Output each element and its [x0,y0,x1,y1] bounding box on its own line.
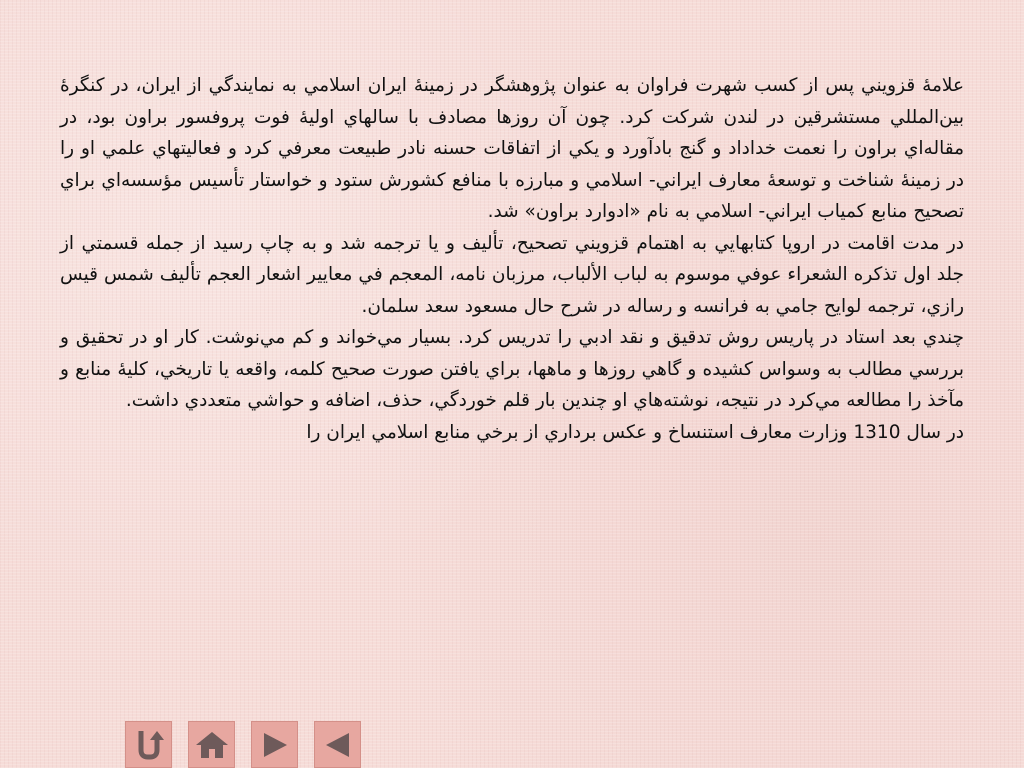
return-icon [132,728,166,762]
paragraph-3: چندي بعد استاد در پاريس روش تدقيق و نقد ادبي را تدريس کرد. بسيار مي‌خواند و کم مي‌نوشت. کار او در تحقيق و بررسي مطالب به وسواس کشيده و گاهي روزها و ماهها، براي يافتن صورت صحيح کلمه، واقعه يا تاريخي، کليهٔ منابع و مآخذ را مطالعه مي‌کرد در نتيجه، نوشته‌هاي او چندين بار قلم خوردگي، حذف، اضافه و حواشي متعددي داشت. [60,327,964,411]
next-button[interactable] [251,721,298,768]
paragraph-4: در سال 1310 وزارت معارف استنساخ و عکس برداري از برخي منابع اسلامي ايران را [306,421,964,443]
paragraph-1: علامهٔ قزويني پس از کسب شهرت فراوان به عنوان پژوهشگر در زمينهٔ ايران اسلامي به نمايندگي از ايران، در کنگرهٔ بين‌المللي مستشرقين در لندن شرکت کرد. چون آن روزها مصادف با سالهاي اوليهٔ فوت پروفسور براون بود، در مقاله‌اي براون را نعمت خداداد و گنج بادآورد و يکي از اتفاقات حسنه نادر طبيعت معرفي کرد و فعاليتهاي علمي او را در زمينهٔ شناخت و توسعهٔ معارف ايراني- اسلامي و مبارزه با منافع کشورش ستود و خواستار تأسيس مؤسسه‌اي براي تصحيح منابع کمياب ايراني- اسلامي به نام «ادوارد براون» شد. [60,75,964,222]
home-icon [195,729,229,761]
play-left-icon [323,730,353,760]
home-button[interactable] [188,721,235,768]
slide-body-text [60,70,964,448]
return-button[interactable] [125,721,172,768]
paragraph-2: در مدت اقامت در اروپا کتابهايي به اهتمام قزويني تصحيح، تأليف و يا ترجمه شد و به چاپ رسيد از جمله قسمتي از جلد اول تذکره الشعراء عوفي موسوم به لباب الألباب، مرزبان نامه، المعجم في معايير اشعار العجم تأليف شمس قيس رازي، ترجمه لوايح جامي به فرانسه و رساله در شرح حال مسعود سعد سلمان. [60,232,964,317]
navigation-bar [125,721,361,768]
previous-button[interactable] [314,721,361,768]
play-right-icon [260,730,290,760]
